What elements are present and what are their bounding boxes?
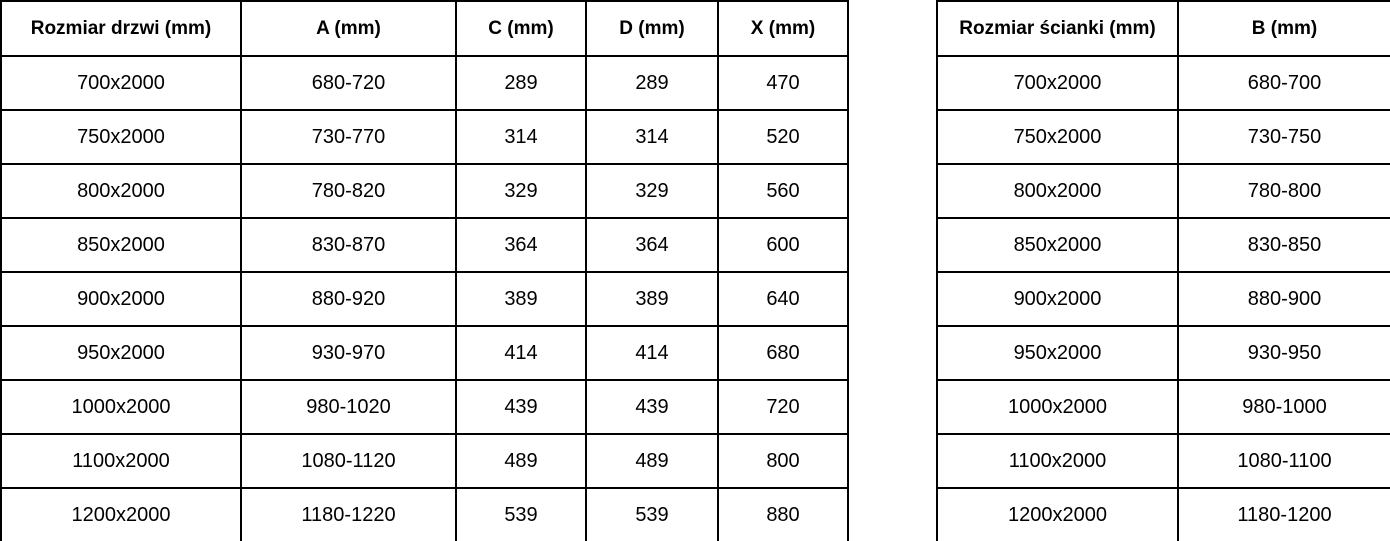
table-cell: 364 (586, 218, 718, 272)
table-cell: 730-750 (1178, 110, 1390, 164)
table-cell: 900x2000 (1, 272, 241, 326)
table-row (937, 434, 1390, 488)
table-header-row (937, 1, 1390, 56)
table-header-row (1, 1, 848, 56)
table-cell: 329 (456, 164, 586, 218)
table-cell: 800x2000 (1, 164, 241, 218)
table-cell: 329 (586, 164, 718, 218)
table-cell: 830-870 (241, 218, 456, 272)
table-cell: 470 (718, 56, 848, 110)
table-row (937, 218, 1390, 272)
table-cell: 800 (718, 434, 848, 488)
table-cell: 600 (718, 218, 848, 272)
table-cell: 414 (456, 326, 586, 380)
table-row (937, 56, 1390, 110)
table-cell: 1000x2000 (937, 380, 1178, 434)
table-row (937, 164, 1390, 218)
table-cell: 880 (718, 488, 848, 541)
table-cell: 389 (586, 272, 718, 326)
table-cell: 780-800 (1178, 164, 1390, 218)
table-row (1, 218, 848, 272)
table-cell: 1000x2000 (1, 380, 241, 434)
table-cell: 700x2000 (1, 56, 241, 110)
table-cell: 950x2000 (937, 326, 1178, 380)
table-cell: 980-1000 (1178, 380, 1390, 434)
column-header: C (mm) (456, 1, 586, 56)
table-row (1, 164, 848, 218)
table-cell: 1100x2000 (937, 434, 1178, 488)
table-cell: 850x2000 (1, 218, 241, 272)
table-cell: 930-970 (241, 326, 456, 380)
table-cell: 520 (718, 110, 848, 164)
table-cell: 640 (718, 272, 848, 326)
table-cell: 680-720 (241, 56, 456, 110)
table-cell: 539 (586, 488, 718, 541)
table-cell: 389 (456, 272, 586, 326)
table-cell: 850x2000 (937, 218, 1178, 272)
table-cell: 439 (586, 380, 718, 434)
table-cell: 539 (456, 488, 586, 541)
table-row (1, 272, 848, 326)
column-header: B (mm) (1178, 1, 1390, 56)
table-row (1, 56, 848, 110)
table-cell: 1200x2000 (1, 488, 241, 541)
door-sizes-table-head (1, 1, 848, 56)
table-row (1, 488, 848, 541)
column-header: Rozmiar drzwi (mm) (1, 1, 241, 56)
table-cell: 1080-1120 (241, 434, 456, 488)
table-row (1, 326, 848, 380)
table-row (937, 380, 1390, 434)
table-cell: 680 (718, 326, 848, 380)
table-cell: 980-1020 (241, 380, 456, 434)
table-cell: 289 (456, 56, 586, 110)
table-cell: 950x2000 (1, 326, 241, 380)
table-cell: 880-920 (241, 272, 456, 326)
table-cell: 560 (718, 164, 848, 218)
table-cell: 364 (456, 218, 586, 272)
table-cell: 289 (586, 56, 718, 110)
column-header: A (mm) (241, 1, 456, 56)
table-cell: 489 (586, 434, 718, 488)
table-row (937, 272, 1390, 326)
table-row (1, 110, 848, 164)
wall-sizes-table (936, 0, 1390, 541)
door-sizes-table-body (1, 56, 848, 541)
table-cell: 830-850 (1178, 218, 1390, 272)
table-cell: 314 (456, 110, 586, 164)
table-cell: 1080-1100 (1178, 434, 1390, 488)
table-cell: 730-770 (241, 110, 456, 164)
table-cell: 1180-1220 (241, 488, 456, 541)
table-cell: 1200x2000 (937, 488, 1178, 541)
table-cell: 930-950 (1178, 326, 1390, 380)
column-header: X (mm) (718, 1, 848, 56)
table-cell: 439 (456, 380, 586, 434)
table-cell: 750x2000 (1, 110, 241, 164)
table-row (937, 488, 1390, 541)
column-header: D (mm) (586, 1, 718, 56)
table-row (1, 380, 848, 434)
table-row (937, 326, 1390, 380)
table-cell: 414 (586, 326, 718, 380)
table-cell: 700x2000 (937, 56, 1178, 110)
table-row (1, 434, 848, 488)
table-cell: 720 (718, 380, 848, 434)
table-cell: 780-820 (241, 164, 456, 218)
table-cell: 680-700 (1178, 56, 1390, 110)
table-cell: 750x2000 (937, 110, 1178, 164)
table-cell: 800x2000 (937, 164, 1178, 218)
table-cell: 900x2000 (937, 272, 1178, 326)
column-header: Rozmiar ścianki (mm) (937, 1, 1178, 56)
wall-sizes-table-body (937, 56, 1390, 541)
table-cell: 1180-1200 (1178, 488, 1390, 541)
table-cell: 489 (456, 434, 586, 488)
table-row (937, 110, 1390, 164)
table-cell: 1100x2000 (1, 434, 241, 488)
table-cell: 880-900 (1178, 272, 1390, 326)
table-cell: 314 (586, 110, 718, 164)
wall-sizes-table-head (937, 1, 1390, 56)
